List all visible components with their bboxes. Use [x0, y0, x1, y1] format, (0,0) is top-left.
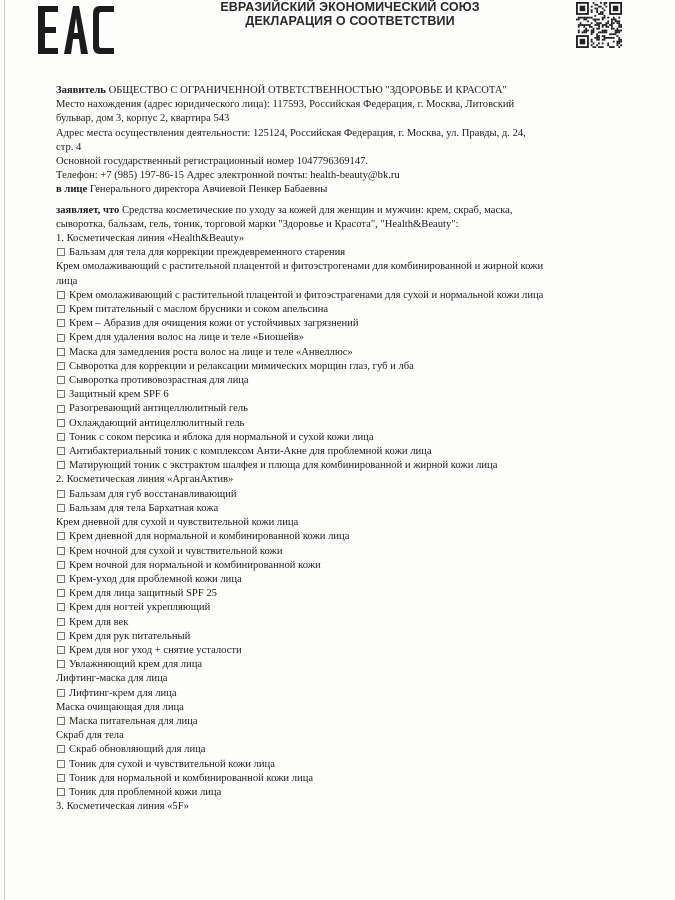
- checkbox-icon: [57, 248, 65, 256]
- checkbox-icon: [57, 561, 65, 569]
- checkbox-icon: [57, 760, 65, 768]
- product-item: Крем-уход для проблемной кожи лица: [56, 573, 636, 587]
- union-title: ЕВРАЗИЙСКИЙ ЭКОНОМИЧЕСКИЙ СОЮЗ: [220, 0, 480, 14]
- product-item: Крем ночной для нормальной и комбинированной кожи: [56, 559, 636, 573]
- checkbox-icon: [57, 291, 65, 299]
- checkbox-icon: [57, 788, 65, 796]
- product-item: Антибактериальный тоник с комплексом Анти-Акне для проблемной кожи лица: [56, 445, 636, 459]
- declaration-title: ДЕКЛАРАЦИЯ О СООТВЕТСТВИИ: [245, 14, 455, 28]
- list-line: 1. Косметическая линия «Health&Beauty»: [56, 233, 245, 245]
- product-item: Защитный крем SPF 6: [56, 388, 636, 402]
- checkbox-icon: [57, 390, 65, 398]
- product-item: Крем для ног уход + снятие усталости: [56, 644, 636, 658]
- product-item: Сыворотка для коррекции и релаксации мимических морщин глаз, губ и лба: [56, 360, 636, 374]
- list-line: Скраб для тела: [56, 730, 124, 742]
- checkbox-icon: [57, 433, 65, 441]
- product-item: Крем ночной для сухой и чувствительной кожи: [56, 545, 636, 559]
- product-item: Крем для ногтей укрепляющий: [56, 601, 636, 615]
- checkbox-icon: [57, 660, 65, 668]
- checkbox-icon: [57, 547, 65, 555]
- checkbox-icon: [57, 419, 65, 427]
- list-line: 2. Косметическая линия «АрганАктив»: [56, 474, 234, 486]
- list-line: Маска очищающая для лица: [56, 701, 184, 713]
- product-item: Матирующий тоник с экстрактом шалфея и плюща для комбинированной и жирной кожи лица: [56, 459, 636, 473]
- product-item: Тоник для проблемной кожи лица: [56, 786, 636, 800]
- applicant-line: Заявитель ОБЩЕСТВО С ОГРАНИЧЕННОЙ ОТВЕТСТВЕННОСТЬЮ "ЗДОРОВЬЕ И КРАСОТА": [56, 85, 507, 96]
- checkbox-icon: [57, 774, 65, 782]
- checkbox-icon: [57, 646, 65, 654]
- product-item: Разогревающий антицеллюлитный гель: [56, 402, 636, 416]
- activity-address-line: Адрес места осуществления деятельности: 125124, Российская Федерация, г. Москва, ул. Правды, д. 24,: [56, 127, 526, 139]
- product-item: Крем для удаления волос на лице и теле «Биошейв»: [56, 331, 636, 345]
- product-item: Тоник для нормальной и комбинированной кожи лица: [56, 772, 636, 786]
- checkbox-icon: [57, 405, 65, 413]
- checkbox-icon: [57, 689, 65, 697]
- contact-line: Телефон: +7 (985) 197-86-15 Адрес электронной почты: health-beauty@bk.ru: [56, 170, 400, 182]
- checkbox-icon: [57, 717, 65, 725]
- product-item: Скраб обновляющий для лица: [56, 743, 636, 757]
- ogrn-line: Основной государственный регистрационный номер 1047796369147.: [56, 156, 369, 168]
- list-line: лица: [56, 275, 78, 287]
- list-line: 3. Косметическая линия «5F»: [56, 801, 189, 813]
- activity-address-line: стр. 4: [56, 141, 82, 153]
- checkbox-icon: [57, 348, 65, 356]
- product-item: Увлажняющий крем для лица: [56, 658, 636, 672]
- checkbox-icon: [57, 589, 65, 597]
- product-item: Сыворотка противовозрастная для лица: [56, 374, 636, 388]
- checkbox-icon: [57, 376, 65, 384]
- checkbox-icon: [57, 532, 65, 540]
- list-line: Крем дневной для сухой и чувствительной кожи лица: [56, 517, 299, 529]
- address-line: бульвар, дом 3, корпус 2, квартира 543: [56, 113, 230, 125]
- checkbox-icon: [57, 334, 65, 342]
- product-item: Маска питательная для лица: [56, 715, 636, 729]
- list-line: Крем омолаживающий с растительной плацентой и фитоэстрогенами для комбинированной и жирной кожи: [56, 261, 544, 273]
- checkbox-icon: [57, 504, 65, 512]
- document-header: [185, 0, 515, 28]
- product-item: Охлаждающий антицеллюлитный гель: [56, 417, 636, 431]
- product-item: Лифтинг-крем для лица: [56, 687, 636, 701]
- product-item: Тоник с соком персика и яблока для нормальной и сухой кожи лица: [56, 431, 636, 445]
- checkbox-icon: [57, 575, 65, 583]
- declares-line: заявляет, что Средства косметические по уходу за кожей для женщин и мужчин: крем, скраб, маска,: [56, 204, 513, 216]
- product-list: [56, 232, 636, 814]
- qr-code: [576, 2, 622, 48]
- product-item: Бальзам для губ восстанавливающий: [56, 488, 636, 502]
- checkbox-icon: [57, 745, 65, 753]
- product-item: Крем для рук питательный: [56, 630, 636, 644]
- representative-line: в лице Генерального директора Авчиевой Пенкер Бабаевны: [56, 184, 328, 196]
- product-item: Крем питательный с маслом брусники и соком апельсина: [56, 303, 636, 317]
- checkbox-icon: [57, 490, 65, 498]
- eac-logo: [38, 6, 114, 54]
- checkbox-icon: [57, 362, 65, 370]
- checkbox-icon: [57, 632, 65, 640]
- checkbox-icon: [57, 461, 65, 469]
- product-item: Маска для замедления роста волос на лице и теле «Анвеллюс»: [56, 346, 636, 360]
- declaration-body: [56, 84, 636, 814]
- product-item: Тоник для сухой и чувствительной кожи лица: [56, 758, 636, 772]
- checkbox-icon: [57, 618, 65, 626]
- checkbox-icon: [57, 305, 65, 313]
- checkbox-icon: [57, 319, 65, 327]
- product-item: Крем для лица защитный SPF 25: [56, 587, 636, 601]
- checkbox-icon: [57, 447, 65, 455]
- product-item: Крем дневной для нормальной и комбинированной кожи лица: [56, 530, 636, 544]
- checkbox-icon: [57, 603, 65, 611]
- page-edge: [4, 0, 5, 900]
- address-line: Место нахождения (адрес юридического лица): 117593, Российская Федерация, г. Москва, Литовский: [56, 99, 515, 111]
- product-item: Бальзам для тела для коррекции преждевременного старения: [56, 246, 636, 260]
- list-line: Лифтинг-маска для лица: [56, 673, 168, 685]
- product-item: Крем омолаживающий с растительной плацентой и фитоэстрагенами для сухой и нормальной кожи лица: [56, 289, 636, 303]
- product-item: Крем – Абразив для очищения кожи от устойчивых загрязнений: [56, 317, 636, 331]
- declares-line: сыворотка, бальзам, гель, тоник, торговой марки "Здоровье и Красота", "Health&Beauty":: [56, 218, 459, 230]
- product-item: Крем для век: [56, 616, 636, 630]
- product-item: Бальзам для тела Бархатная кожа: [56, 502, 636, 516]
